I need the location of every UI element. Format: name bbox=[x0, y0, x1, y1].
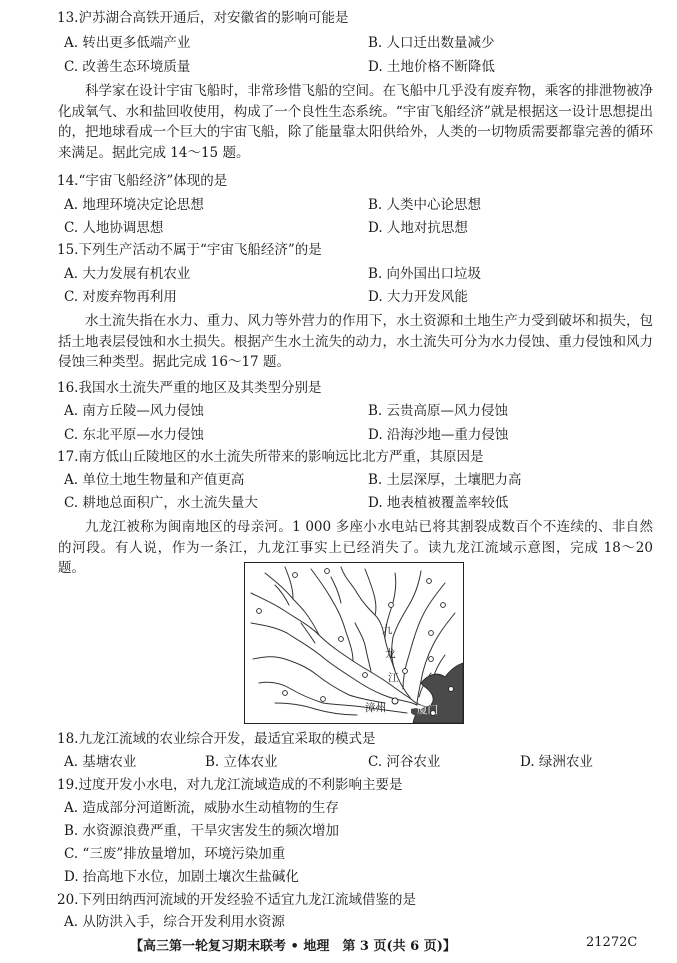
q14-option-c: C. 人地协调思想 bbox=[64, 220, 164, 236]
map-label-river-char-2: 龙 bbox=[385, 648, 396, 660]
q15-option-b: B. 向外国出口垃圾 bbox=[368, 266, 482, 282]
q14-option-d: D. 人地对抗思想 bbox=[368, 220, 468, 236]
question-19-stem: 19.过度开发小水电，对九龙江流域造成的不利影响主要是 bbox=[57, 777, 403, 793]
map-label-river-char-3: 江 bbox=[388, 672, 399, 684]
q14-option-a: A. 地理环境决定论思想 bbox=[64, 197, 204, 213]
q13-option-b: B. 人口迁出数量减少 bbox=[368, 35, 495, 51]
q18-option-b: B. 立体农业 bbox=[205, 754, 278, 770]
q13-option-a: A. 转出更多低端产业 bbox=[64, 35, 191, 51]
q19-option-b: B. 水资源浪费严重，干旱灾害发生的频次增加 bbox=[64, 823, 340, 839]
paper-code: 21272C bbox=[586, 935, 638, 950]
question-15-stem: 15.下列生产活动不属于“宇宙飞船经济”的是 bbox=[57, 242, 322, 258]
q17-option-c: C. 耕地总面积广，水土流失量大 bbox=[64, 495, 258, 511]
q15-option-d: D. 大力开发风能 bbox=[368, 289, 468, 305]
q20-option-a: A. 从防洪入手，综合开发利用水资源 bbox=[64, 914, 285, 930]
question-13-stem: 13.沪苏湖合高铁开通后，对安徽省的影响可能是 bbox=[57, 10, 349, 26]
q16-option-b: B. 云贵高原—风力侵蚀 bbox=[368, 403, 509, 419]
q16-option-d: D. 沿海沙地—重力侵蚀 bbox=[368, 427, 509, 443]
question-18-stem: 18.九龙江流域的农业综合开发，最适宜采取的模式是 bbox=[57, 731, 376, 747]
question-20-stem: 20.下列田纳西河流域的开发经验不适宜九龙江流域借鉴的是 bbox=[57, 892, 416, 908]
q16-option-a: A. 南方丘陵—风力侵蚀 bbox=[64, 403, 204, 419]
q13-option-d: D. 土地价格不断降低 bbox=[368, 59, 495, 75]
q19-option-d: D. 抬高地下水位，加剧土壤次生盐碱化 bbox=[64, 869, 299, 885]
q18-option-c: C. 河谷农业 bbox=[368, 754, 441, 770]
q15-option-a: A. 大力发展有机农业 bbox=[64, 266, 191, 282]
q17-option-a: A. 单位土地生物量和产值更高 bbox=[64, 472, 245, 488]
question-16-stem: 16.我国水土流失严重的地区及其类型分别是 bbox=[57, 380, 322, 396]
passage-soil-erosion: 水土流失指在水力、重力、风力等外营力的作用下，水土资源和土地生产力受到破坏和损失，包括土地表层侵蚀和水土损失。根据产生水土流失的动力，水土流失可分为水力侵蚀、重力侵蚀和风力侵蚀三种类型。据此完成 16～17 题。 bbox=[58, 313, 653, 371]
river-network-drawing bbox=[245, 563, 463, 723]
q16-option-c: C. 东北平原—水力侵蚀 bbox=[64, 427, 204, 443]
map-label-river-char-1: 九 bbox=[382, 624, 393, 636]
q14-option-b: B. 人类中心论思想 bbox=[368, 197, 482, 213]
question-17-stem: 17.南方低山丘陵地区的水土流失所带来的影响远比北方严重，其原因是 bbox=[57, 449, 484, 465]
q15-option-c: C. 对废弃物再利用 bbox=[64, 289, 177, 305]
q19-option-a: A. 造成部分河道断流，威胁水生动植物的生存 bbox=[64, 800, 339, 816]
map-label-xiamen: 厦门 bbox=[417, 704, 438, 716]
q18-option-a: A. 基塘农业 bbox=[64, 754, 137, 770]
jiulong-river-basin-map bbox=[244, 562, 464, 724]
passage-spaceship-economy: 科学家在设计宇宙飞船时，非常珍惜飞船的空间。在飞船中几乎没有废弃物，乘客的排泄物被净化成氧气、水和盐回收使用，构成了一个良性生态系统。“宇宙飞船经济”就是根据这一设计思想提出的，把地球看成一个巨大的宇宙飞船，除了能量靠太阳供给外，人类的一切物质需要都靠完善的循环来满足。据此完成 14～15 题。 bbox=[58, 83, 653, 161]
q17-option-b: B. 土层深厚，土壤肥力高 bbox=[368, 472, 522, 488]
map-label-zhangzhou: 漳州 bbox=[365, 702, 386, 714]
q19-option-c: C. “三废”排放量增加，环境污染加重 bbox=[64, 846, 286, 862]
question-14-stem: 14.“宇宙飞船经济”体现的是 bbox=[57, 173, 228, 189]
passage-jiulong-river: 九龙江被称为闽南地区的母亲河。1 000 多座小水电站已将其割裂成数百个不连续的、非自然的河段。有人说，作为一条江，九龙江事实上已经消失了。读九龙江流域示意图，完成 18～20 题。 bbox=[58, 519, 653, 577]
q17-option-d: D. 地表植被覆盖率较低 bbox=[368, 495, 509, 511]
q18-option-d: D. 绿洲农业 bbox=[520, 754, 593, 770]
page-footer-title: 【高三第一轮复习期末联考 • 地理 第 3 页(共 6 页)】 bbox=[130, 939, 456, 954]
q13-option-c: C. 改善生态环境质量 bbox=[64, 59, 191, 75]
